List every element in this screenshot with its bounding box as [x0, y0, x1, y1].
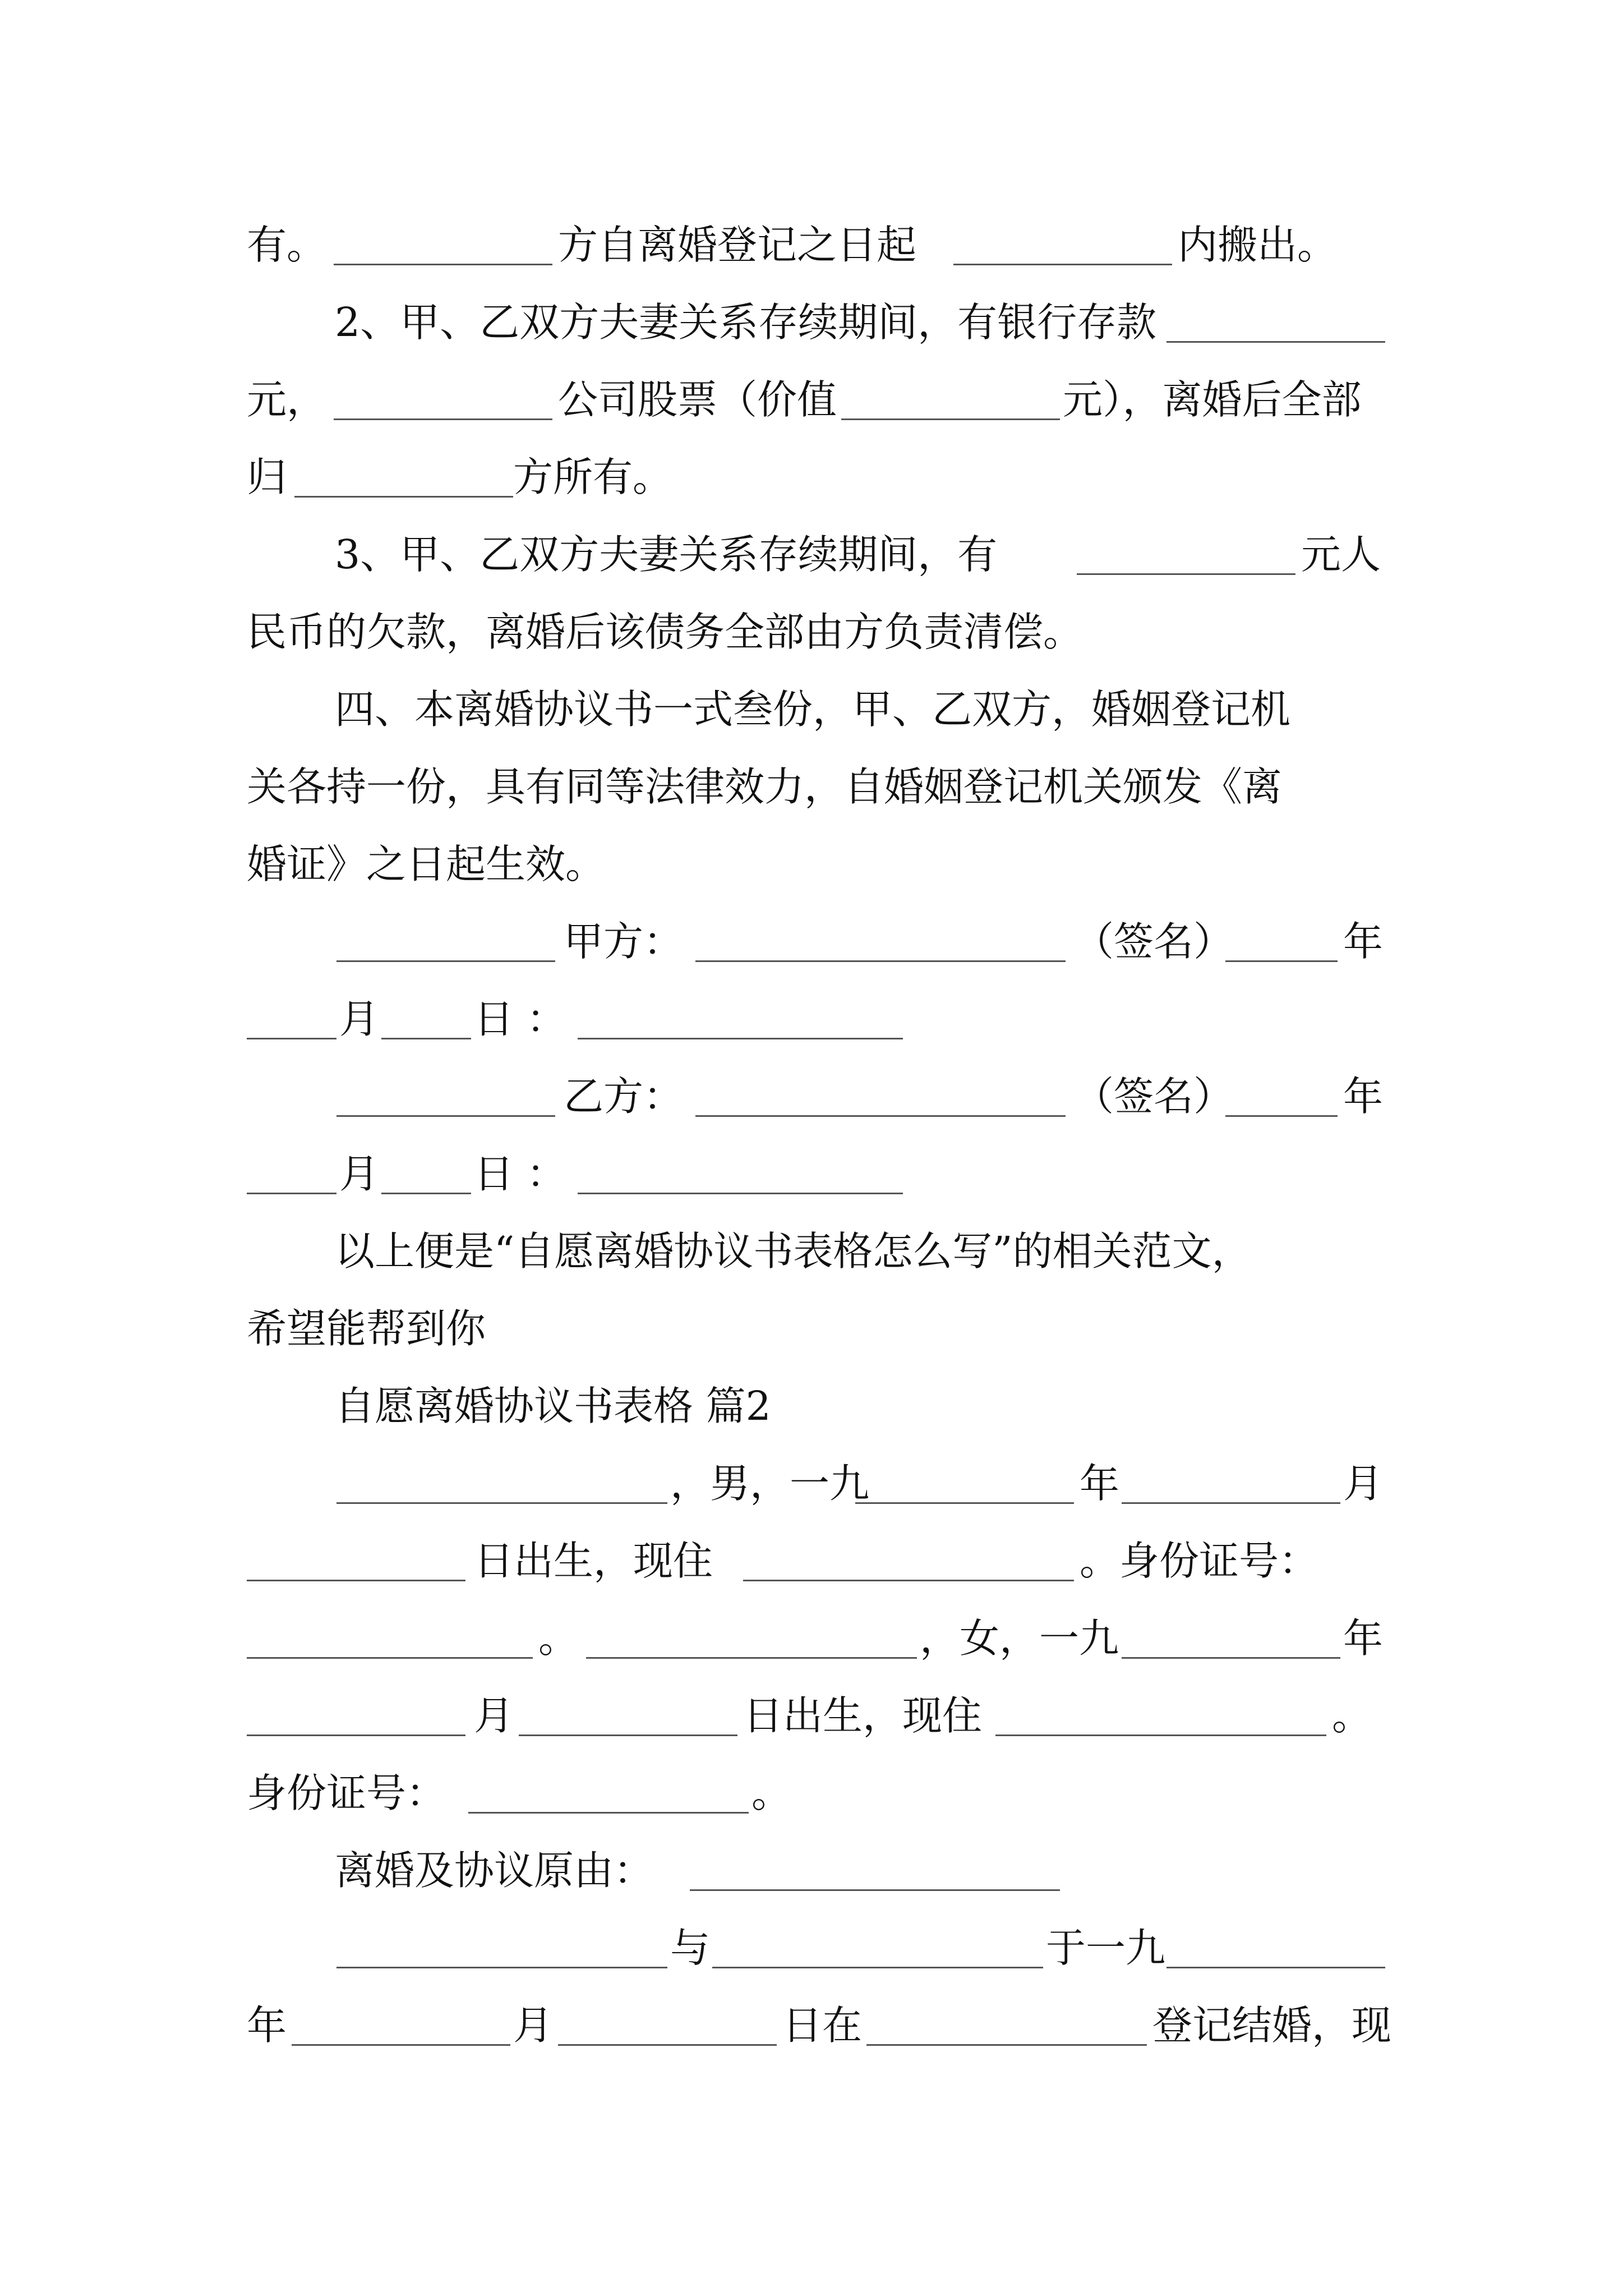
text-segment: 日 ：: [474, 996, 566, 1042]
text-segment: 甲方：: [564, 918, 684, 965]
text-line: [0, 1442, 1623, 1526]
text-segment: 日 ：: [474, 1151, 566, 1197]
text-segment: 。: [538, 1615, 579, 1662]
text-line: [0, 1209, 1623, 1294]
text-segment: 登记结婚，现: [1152, 2002, 1392, 2049]
text-segment: 。身份证号：: [1080, 1538, 1319, 1584]
text-segment: 方自离婚登记之日起: [558, 222, 917, 268]
text-line: [0, 1906, 1623, 1990]
text-segment: 四、本离婚协议书一式叁份，甲、乙双方，婚姻登记机: [335, 686, 1291, 733]
text-segment: ，男，一九: [670, 1460, 870, 1507]
text-segment: 。: [1332, 1692, 1372, 1739]
fill-blank: [336, 1115, 555, 1117]
text-segment: 元，: [247, 376, 327, 423]
fill-blank: [381, 1038, 471, 1039]
text-segment: 乙方：: [564, 1073, 684, 1120]
text-line: [0, 1132, 1623, 1216]
text-line: [0, 1055, 1623, 1139]
text-line: [0, 203, 1623, 287]
fill-blank: [855, 1502, 1074, 1504]
text-segment: 日出生，现住: [743, 1692, 983, 1739]
text-segment: 年: [1343, 1615, 1384, 1662]
text-segment: 月: [339, 996, 380, 1042]
fill-blank: [1225, 960, 1338, 962]
text-segment: 2、甲、乙双方夫妻关系存续期间，有银行存款: [335, 299, 1157, 346]
fill-blank: [247, 1038, 336, 1039]
text-segment: 元），离婚后全部: [1063, 376, 1362, 423]
text-segment: 元人: [1301, 531, 1381, 578]
text-segment: 婚证》之日起生效。: [247, 841, 606, 887]
fill-blank: [336, 1967, 667, 1968]
fill-blank: [1122, 1502, 1340, 1504]
fill-blank: [841, 418, 1060, 420]
text-line: [0, 1519, 1623, 1603]
text-line: [0, 1287, 1623, 1371]
fill-blank: [578, 1038, 903, 1039]
fill-blank: [866, 2044, 1147, 2046]
fill-blank: [712, 1967, 1043, 1968]
text-segment: 3、甲、乙双方夫妻关系存续期间，有: [335, 531, 998, 578]
fill-blank: [292, 2044, 510, 2046]
text-segment: 方所有。: [513, 454, 673, 500]
text-segment: 。: [751, 1770, 792, 1816]
text-line: [0, 977, 1623, 1061]
fill-blank: [1166, 341, 1385, 343]
fill-blank: [334, 264, 552, 265]
fill-blank: [586, 1657, 917, 1659]
text-segment: 年: [1343, 918, 1384, 965]
fill-blank: [1122, 1657, 1340, 1659]
text-line: [0, 435, 1623, 519]
text-segment: 日在: [782, 2002, 863, 2049]
text-segment: 与: [670, 1925, 711, 1971]
fill-blank: [247, 1734, 465, 1736]
text-segment: 离婚及协议原由：: [335, 1847, 654, 1894]
text-line: [0, 668, 1623, 752]
fill-blank: [247, 1580, 465, 1581]
fill-blank: [995, 1734, 1326, 1736]
text-line: [0, 590, 1623, 674]
text-segment: （签名）: [1074, 1073, 1234, 1120]
text-segment: 内搬出。: [1178, 222, 1338, 268]
text-segment: 于一九: [1046, 1925, 1166, 1971]
fill-blank: [695, 1115, 1066, 1117]
text-segment: 月: [339, 1151, 380, 1197]
text-segment: 日出生，现住: [474, 1538, 713, 1584]
text-segment: 有。: [247, 222, 327, 268]
fill-blank: [247, 1657, 533, 1659]
fill-blank: [953, 264, 1172, 265]
text-segment: 身份证号：: [247, 1770, 446, 1816]
text-segment: 希望能帮到你: [247, 1305, 486, 1352]
text-segment: 月: [513, 2002, 554, 2049]
text-line: [0, 1829, 1623, 1913]
fill-blank: [334, 418, 552, 420]
text-segment: ，女，一九: [920, 1615, 1119, 1662]
section-title: [0, 1364, 1623, 1448]
fill-blank: [695, 960, 1066, 962]
fill-blank: [578, 1193, 903, 1194]
text-line: [0, 358, 1623, 442]
text-line: [0, 1674, 1623, 1758]
text-segment: 公司股票（价值: [558, 376, 837, 423]
text-segment: 年: [1343, 1073, 1384, 1120]
text-line: [0, 1751, 1623, 1835]
text-line: [0, 513, 1623, 597]
text-line: [0, 280, 1623, 365]
text-segment: 月: [474, 1692, 514, 1739]
fill-blank: [336, 1502, 667, 1504]
text-segment: 年: [247, 2002, 287, 2049]
fill-blank: [558, 2044, 777, 2046]
fill-blank: [468, 1812, 749, 1814]
fill-blank: [1166, 1967, 1385, 1968]
text-line: [0, 1596, 1623, 1681]
fill-blank: [336, 960, 555, 962]
fill-blank: [743, 1580, 1074, 1581]
text-segment: 民币的欠款，离婚后该债务全部由方负责清偿。: [247, 609, 1083, 655]
text-line: [0, 822, 1623, 907]
text-segment: 年: [1080, 1460, 1120, 1507]
fill-blank: [519, 1734, 737, 1736]
text-segment: 月: [1343, 1460, 1384, 1507]
text-line: [0, 1984, 1623, 2068]
fill-blank: [690, 1889, 1060, 1891]
fill-blank: [294, 496, 513, 498]
fill-blank: [247, 1193, 336, 1194]
text-line: [0, 900, 1623, 984]
text-segment: 归: [247, 454, 287, 500]
text-line: [0, 745, 1623, 829]
fill-blank: [381, 1193, 471, 1194]
text-segment: 关各持一份，具有同等法律效力，自婚姻登记机关颁发《离: [247, 763, 1283, 810]
text-segment: 以上便是“自愿离婚协议书表格怎么写”的相关范文，: [335, 1228, 1252, 1274]
fill-blank: [1225, 1115, 1338, 1117]
text-segment: （签名）: [1074, 918, 1234, 965]
fill-blank: [1077, 573, 1295, 575]
text-segment: 自愿离婚协议书表格 篇2: [335, 1383, 771, 1429]
